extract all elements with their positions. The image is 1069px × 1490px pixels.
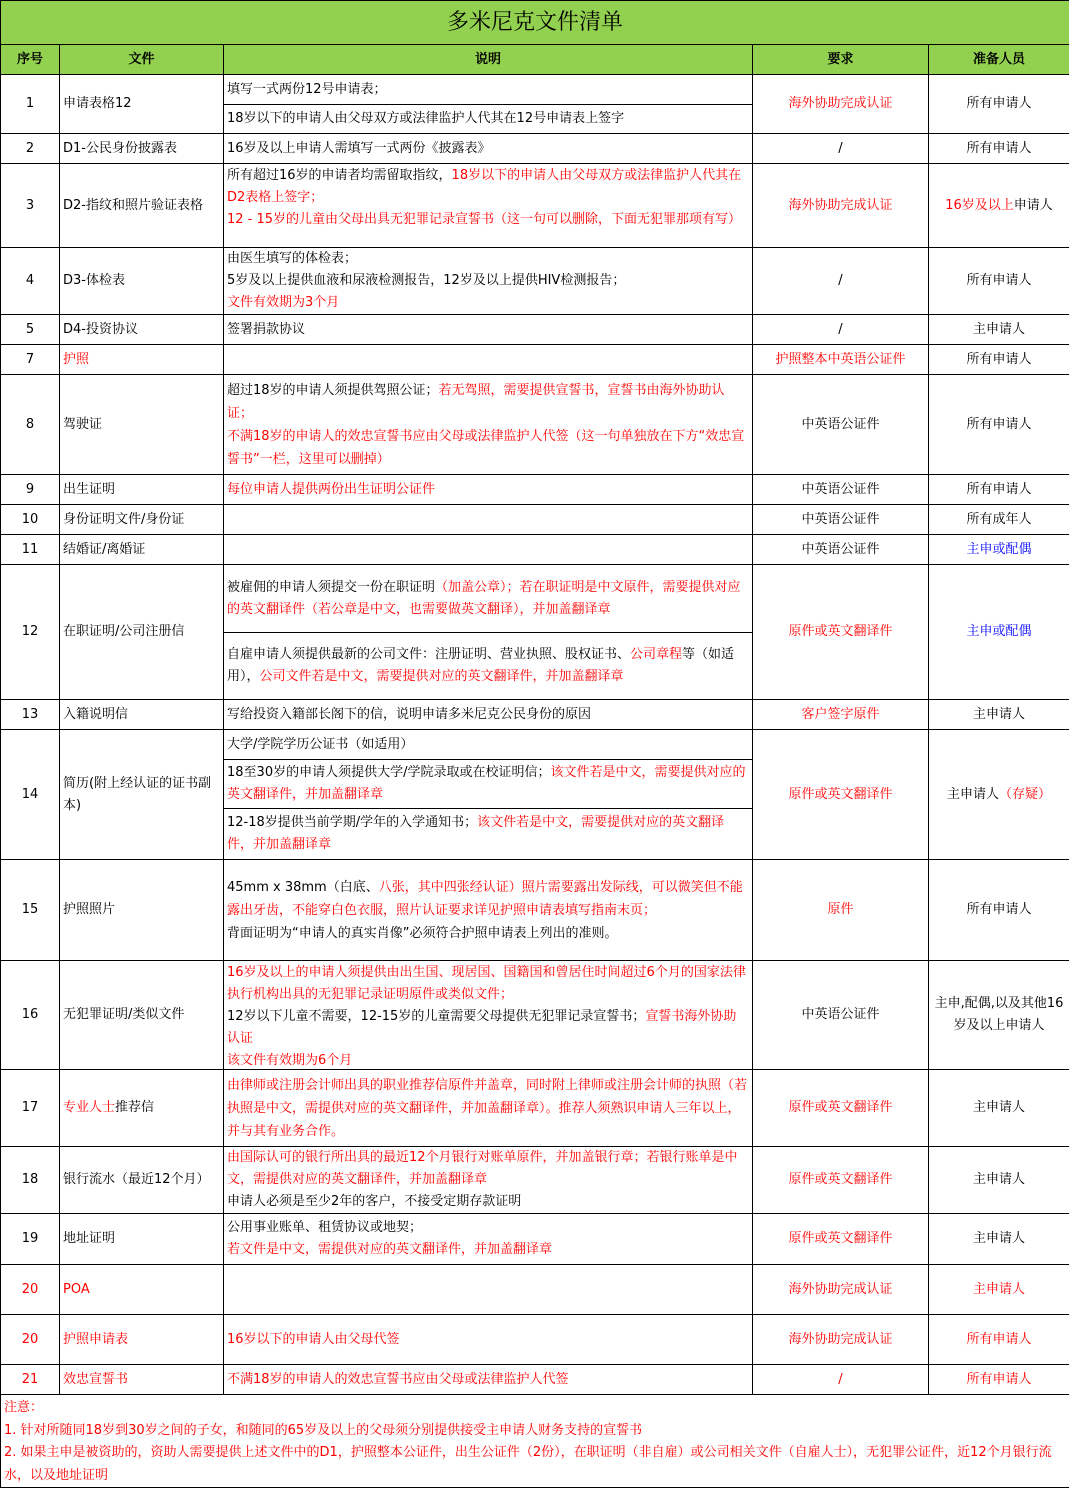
desc-text: 申请人必须是至少2年的客户，不接受定期存款证明: [227, 1194, 522, 1209]
desc-text-red: 宣誓书海外协助认证: [227, 1008, 737, 1046]
cell-who: 所有申请人: [929, 475, 1069, 505]
cell-doc: 银行流水（最近12个月）: [60, 1147, 224, 1214]
cell-desc: [224, 565, 753, 700]
cell-no: 5: [1, 315, 60, 345]
header-no: 序号: [1, 45, 60, 75]
who-red: 16岁及以上: [945, 197, 1014, 213]
who-text: 申请人: [1013, 197, 1053, 213]
table-row: [1, 134, 1069, 164]
cell-no: 17: [1, 1070, 60, 1147]
cell-who: 主申请人: [929, 1265, 1069, 1315]
cell-doc: 效忠宣誓书: [60, 1365, 224, 1395]
cell-req: 海外协助完成认证: [753, 75, 929, 134]
cell-no: 4: [1, 248, 60, 315]
cell-who: [929, 730, 1069, 860]
cell-who: 所有申请人: [929, 75, 1069, 134]
cell-desc: [224, 345, 753, 375]
cell-desc: [224, 961, 753, 1070]
desc-text-red: 八张，: [378, 879, 418, 895]
desc-line: 大学/学院学历公证书（如适用）: [227, 736, 414, 752]
cell-doc: 护照申请表: [60, 1315, 224, 1365]
doc-red: 专业人士: [63, 1100, 116, 1115]
desc-text: 被雇佣的申请人须提交一份在职证明: [227, 579, 436, 595]
cell-who: 所有申请人: [929, 345, 1069, 375]
desc-text: 等（如适用），: [227, 646, 735, 684]
cell-doc: 在职证明/公司注册信: [60, 565, 224, 700]
cell-req: 原件或英文翻译件: [753, 565, 929, 700]
header-desc: 说明: [224, 45, 753, 75]
cell-no: 2: [1, 134, 60, 164]
cell-req: 护照整本中英语公证件: [753, 345, 929, 375]
cell-who: 主申或配偶: [929, 535, 1069, 565]
notes-row: [1, 1395, 1069, 1488]
cell-desc: [224, 505, 753, 535]
cell-req: 海外协助完成认证: [753, 164, 929, 248]
desc-text-red: 若无驾照，需要提供宣誓书，宣誓书由海外协助认证；: [227, 382, 725, 421]
cell-doc: 地址证明: [60, 1214, 224, 1265]
table-row: [1, 1315, 1069, 1365]
cell-doc: 入籍说明信: [60, 700, 224, 730]
cell-desc: 16岁及以上申请人需填写一式两份《披露表》: [224, 134, 753, 164]
cell-doc: 简历(附上经认证的证书副本): [60, 730, 224, 860]
cell-desc: 签署捐款协议: [224, 315, 753, 345]
cell-who: 所有成年人: [929, 505, 1069, 535]
desc-text-red: 公司文件若是中文，需要提供对应的英文翻译件，并加盖翻译章: [259, 668, 624, 684]
table-row: [1, 700, 1069, 730]
cell-req: /: [753, 1365, 929, 1395]
cell-no: 13: [1, 700, 60, 730]
desc-line: [224, 808, 752, 859]
header-row: [1, 45, 1069, 75]
desc-text-red: 16岁及以上的申请人须提供由出生国、现居国、国籍国和曾居住时间超过6个月的国家法律执行机构出具的无犯罪记录证明原件或类似文件；: [227, 964, 746, 1002]
desc-text: 45mm x 38mm（白底、: [227, 879, 379, 895]
cell-desc: [224, 1214, 753, 1265]
cell-no: 20: [1, 1265, 60, 1315]
note-1: 1. 针对所随同18岁到30岁之间的子女，和随同的65岁及以上的父母须分别提供接受主申请人财务支持的宣誓书: [4, 1422, 643, 1438]
cell-req: 原件或英文翻译件: [753, 1214, 929, 1265]
table-row: [1, 248, 1069, 315]
cell-req: 中英语公证件: [753, 375, 929, 475]
cell-req: 原件或英文翻译件: [753, 1070, 929, 1147]
cell-req: /: [753, 134, 929, 164]
cell-who: 主申请人: [929, 315, 1069, 345]
header-doc: 文件: [60, 45, 224, 75]
desc-text: 背面证明为“申请人的真实肖像”必须符合护照申请表上列出的准则。: [227, 925, 618, 941]
desc-text: 超过18岁的申请人须提供驾照公证；: [227, 382, 439, 398]
cell-who: 所有申请人: [929, 1315, 1069, 1365]
cell-req: 中英语公证件: [753, 505, 929, 535]
cell-doc: 护照照片: [60, 860, 224, 961]
header-req: 要求: [753, 45, 929, 75]
table-row: [1, 961, 1069, 1070]
desc-text: 5岁及以上提供血液和尿液检测报告，12岁及以上提供HIV检测报告；: [227, 273, 626, 288]
desc-line: [224, 632, 752, 699]
table-row: [1, 1147, 1069, 1214]
table-row: [1, 1365, 1069, 1395]
cell-who: 主申,配偶,以及其他16岁及以上申请人: [929, 961, 1069, 1070]
cell-doc: 无犯罪证明/类似文件: [60, 961, 224, 1070]
cell-doc: D2-指纹和照片验证表格: [60, 164, 224, 248]
table-row: [1, 75, 1069, 134]
desc-line: [224, 759, 752, 808]
desc-text-red: 不满18岁的申请人的效忠宣誓书应由父母或法律监护人代签（这一句单独放在下方“效忠宣誓书”一栏，这里可以删掉）: [227, 428, 745, 467]
desc-text-red: 公司章程: [630, 646, 683, 662]
cell-desc: 由律师或注册会计师出具的职业推荐信原件并盖章，同时附上律师或注册会计师的执照（若执照是中文，需提供对应的英文翻译件，并加盖翻译章）。推荐人须熟识申请人三年以上，并与其有业务合作。: [224, 1070, 753, 1147]
cell-no: 1: [1, 75, 60, 134]
cell-req: 原件: [753, 860, 929, 961]
cell-no: 15: [1, 860, 60, 961]
desc-line: [224, 566, 752, 633]
desc-text: 12-18岁提供当前学期/学年的入学通知书；: [227, 814, 478, 830]
notes-cell: [1, 1395, 1069, 1488]
cell-req: 原件或英文翻译件: [753, 1147, 929, 1214]
cell-desc: [224, 1265, 753, 1315]
table-row: [1, 1214, 1069, 1265]
cell-req: 中英语公证件: [753, 961, 929, 1070]
cell-no: 10: [1, 505, 60, 535]
desc-text-red: 该文件若是中文，需要提供对应的英文翻译件，并加盖翻译章: [227, 764, 746, 802]
cell-req: 中英语公证件: [753, 475, 929, 505]
cell-desc: 写给投资入籍部长阁下的信，说明申请多米尼克公民身份的原因: [224, 700, 753, 730]
cell-who: 所有申请人: [929, 248, 1069, 315]
desc-text-red: 若文件是中文，需提供对应的英文翻译件，并加盖翻译章: [227, 1242, 553, 1257]
cell-req: /: [753, 248, 929, 315]
table-row: [1, 505, 1069, 535]
cell-req: /: [753, 315, 929, 345]
cell-doc: D3-体检表: [60, 248, 224, 315]
desc-line: 18岁以下的申请人由父母双方或法律监护人代其在12号申请表上签字: [224, 104, 752, 133]
page-title: 多米尼克文件清单: [1, 1, 1069, 45]
desc-text: 18至30岁的申请人须提供大学/学院录取或在校证明信；: [227, 764, 551, 780]
cell-desc: [224, 535, 753, 565]
desc-text-red: 文件有效期为3个月: [227, 295, 340, 310]
cell-desc: [224, 860, 753, 961]
table-row: [1, 730, 1069, 860]
doc-text: 推荐信: [115, 1100, 155, 1115]
cell-who: [929, 164, 1069, 248]
cell-who: 主申请人: [929, 1070, 1069, 1147]
cell-doc: D1-公民身份披露表: [60, 134, 224, 164]
cell-who: 所有申请人: [929, 860, 1069, 961]
table-row: [1, 375, 1069, 475]
desc-text-red: 12 - 15岁的儿童由父母出具无犯罪记录宣誓书（这一句可以删除，下面无犯罪那项有写）: [227, 211, 742, 227]
desc-text: 公用事业账单、租赁协议或地契；: [227, 1220, 423, 1235]
desc-text: 自雇申请人须提供最新的公司文件：注册证明、营业执照、股权证书、: [227, 646, 631, 662]
cell-no: 12: [1, 565, 60, 700]
cell-desc: 不满18岁的申请人的效忠宣誓书应由父母或法律监护人代签: [224, 1365, 753, 1395]
cell-desc: 每位申请人提供两份出生证明公证件: [224, 475, 753, 505]
cell-desc: [224, 164, 753, 248]
cell-no: 21: [1, 1365, 60, 1395]
desc-text: 由医生填写的体检表；: [227, 251, 358, 266]
desc-text-red: （加盖公章）；若在职证明是中文原件，需要提供对应的英文翻译件（若公章是中文，也需要做英文翻译），并加盖翻译章: [227, 579, 741, 617]
cell-no: 18: [1, 1147, 60, 1214]
cell-desc: [224, 75, 753, 134]
desc-text: 所有超过16岁的申请者均需留取指纹，: [227, 167, 452, 183]
note-2: 2. 如果主申是被资助的，资助人需要提供上述文件中的D1，护照整本公证件，出生公证件（2份），在职证明（非自雇）或公司相关文件（自雇人士），无犯罪公证件，近12个月银行流水，以及地址证明: [4, 1445, 1052, 1483]
cell-req: 中英语公证件: [753, 535, 929, 565]
cell-req: 海外协助完成认证: [753, 1265, 929, 1315]
desc-text: 12岁以下儿童不需要，12-15岁的儿童需要父母提供无犯罪记录宣誓书；: [227, 1008, 646, 1024]
cell-who: 所有申请人: [929, 375, 1069, 475]
desc-text-red: 该文件若是中文，需要提供对应的英文翻译件，并加盖翻译章: [227, 814, 725, 852]
table-row: [1, 1265, 1069, 1315]
table-row: [1, 345, 1069, 375]
cell-doc: [60, 1070, 224, 1147]
cell-doc: D4-投资协议: [60, 315, 224, 345]
cell-no: 20: [1, 1315, 60, 1365]
cell-desc: [224, 375, 753, 475]
cell-desc: [224, 248, 753, 315]
cell-no: 11: [1, 535, 60, 565]
cell-desc: [224, 1147, 753, 1214]
desc-line: 填写一式两份12号申请表；: [227, 81, 387, 97]
cell-no: 9: [1, 475, 60, 505]
cell-who: 主申请人: [929, 700, 1069, 730]
cell-doc: 出生证明: [60, 475, 224, 505]
cell-no: 3: [1, 164, 60, 248]
cell-no: 19: [1, 1214, 60, 1265]
cell-req: 海外协助完成认证: [753, 1315, 929, 1365]
cell-doc: POA: [60, 1265, 224, 1315]
cell-who: 主申或配偶: [929, 565, 1069, 700]
cell-who: 主申请人: [929, 1214, 1069, 1265]
cell-desc: [224, 730, 753, 860]
title-row: [1, 1, 1069, 45]
cell-req: 原件或英文翻译件: [753, 730, 929, 860]
cell-doc: 申请表格12: [60, 75, 224, 134]
table-row: [1, 535, 1069, 565]
cell-no: 14: [1, 730, 60, 860]
notes-label: 注意：: [4, 1400, 44, 1415]
table-row: [1, 860, 1069, 961]
desc-text-red: 18岁以下的申请人由父母双方或法律监护人代其在D2表格上签字；: [227, 167, 742, 205]
table-row: [1, 164, 1069, 248]
cell-doc: 驾驶证: [60, 375, 224, 475]
who-red: （存疑）: [999, 786, 1052, 802]
cell-doc: 身份证明文件/身份证: [60, 505, 224, 535]
table-row: [1, 1070, 1069, 1147]
cell-req: 客户签字原件: [753, 700, 929, 730]
desc-text-red: 由国际认可的银行所出具的最近12个月银行对账单原件，并加盖银行章；若银行账单是中文，需提供对应的英文翻译件，并加盖翻译章: [227, 1150, 738, 1187]
table-row: [1, 565, 1069, 700]
cell-desc: 16岁以下的申请人由父母代签: [224, 1315, 753, 1365]
who-text: 主申请人: [947, 786, 1000, 802]
desc-text-red: 其中四张经认证）照片需要露出发际线，可以微笑但不能露出牙齿，不能穿白色衣服，照片认证要求详见护照申请表填写指南末页；: [227, 879, 743, 918]
header-who: 准备人员: [929, 45, 1069, 75]
cell-no: 7: [1, 345, 60, 375]
cell-who: 主申请人: [929, 1147, 1069, 1214]
cell-who: 所有申请人: [929, 134, 1069, 164]
cell-who: 所有申请人: [929, 1365, 1069, 1395]
desc-text-red: 该文件有效期为6个月: [227, 1052, 353, 1068]
cell-no: 16: [1, 961, 60, 1070]
cell-doc: 结婚证/离婚证: [60, 535, 224, 565]
cell-no: 8: [1, 375, 60, 475]
cell-doc: 护照: [60, 345, 224, 375]
table-row: [1, 475, 1069, 505]
table-row: [1, 315, 1069, 345]
